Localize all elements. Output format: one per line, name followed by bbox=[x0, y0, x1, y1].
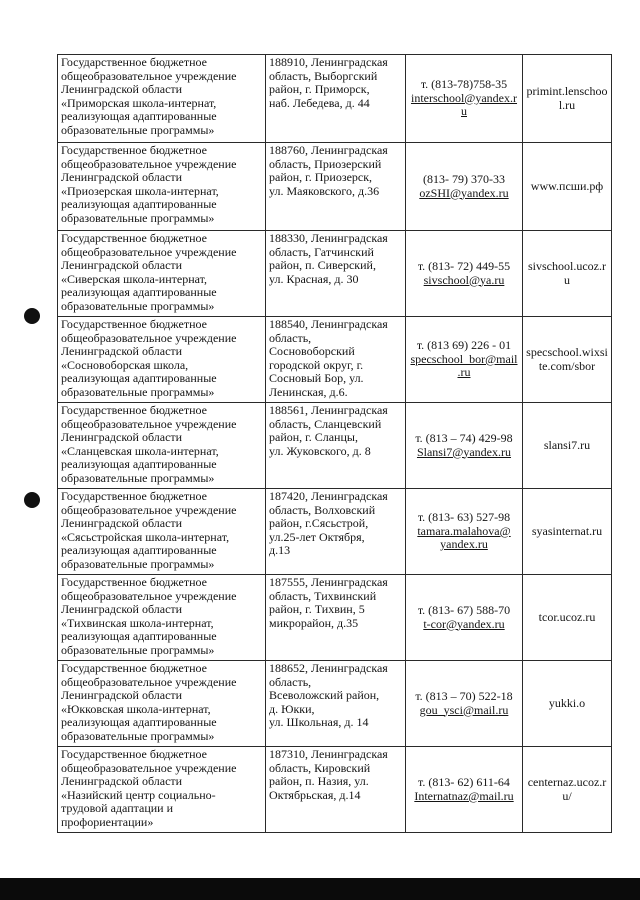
address-line: ул. Школьная, д. 14 bbox=[269, 715, 369, 729]
email-link[interactable]: tamara.malahova@ yandex.ru bbox=[417, 523, 511, 552]
org-name-cell bbox=[58, 489, 266, 575]
table-row bbox=[58, 143, 612, 231]
address-line: область, Сланцевский bbox=[269, 416, 382, 431]
address-line: Сосновый Бор, ул. bbox=[269, 371, 364, 385]
website-link[interactable]: www.псши.рф bbox=[530, 178, 604, 193]
email-link[interactable]: gou_ysci@mail.ru bbox=[419, 702, 509, 717]
org-name-line: Государственное бюджетное bbox=[61, 231, 207, 245]
org-name-line: профориентации» bbox=[61, 814, 154, 829]
address-cell bbox=[266, 575, 406, 661]
address-cell bbox=[266, 317, 406, 403]
address-line: ул. Маяковского, д.36 bbox=[269, 183, 380, 198]
address-line: 188561, Ленинградская bbox=[269, 403, 388, 417]
address-line: 187420, Ленинградская bbox=[269, 489, 388, 503]
address-line: городской округ, г. bbox=[269, 357, 364, 372]
address-line: область, bbox=[269, 330, 312, 345]
org-name-line: «Приозерская школа-интернат, bbox=[61, 183, 219, 198]
org-name-cell bbox=[58, 575, 266, 661]
table-row bbox=[58, 575, 612, 661]
org-name-cell bbox=[58, 231, 266, 317]
org-name-line: Государственное бюджетное bbox=[61, 661, 207, 675]
org-name-line: Ленинградской области bbox=[61, 344, 183, 358]
contact-cell bbox=[406, 143, 523, 231]
address-line: район, п. Сиверский, bbox=[269, 258, 376, 272]
org-name-cell bbox=[58, 747, 266, 833]
contact-cell bbox=[406, 231, 523, 317]
org-name-line: «Назийский центр социально- bbox=[61, 787, 216, 802]
contact-cell bbox=[406, 403, 523, 489]
website-cell bbox=[523, 661, 612, 747]
org-name-line: реализующая адаптированные bbox=[61, 285, 217, 299]
org-name-line: «Сиверская школа-интернат, bbox=[61, 271, 207, 286]
org-name-line: трудовой адаптации и bbox=[61, 801, 174, 815]
org-name-line: реализующая адаптированные bbox=[61, 197, 217, 211]
address-line: Ленинская, д.6. bbox=[269, 384, 348, 399]
address-line: Всеволожский район, bbox=[269, 688, 380, 702]
address-line: ул. Красная, д. 30 bbox=[269, 271, 359, 286]
org-name-line: Государственное бюджетное bbox=[61, 317, 207, 331]
email-link[interactable]: Internatnaz@mail.ru bbox=[414, 788, 514, 803]
phone-number: т. (813- 72) 449-55 bbox=[417, 259, 511, 273]
address-line: Сосновоборский bbox=[269, 344, 355, 358]
org-name-line: «Тихвинская школа-интернат, bbox=[61, 615, 214, 630]
org-name-line: общеобразовательное учреждение bbox=[61, 502, 237, 517]
org-name-line: образовательные программы» bbox=[61, 556, 215, 571]
org-name-line: Ленинградской области bbox=[61, 430, 183, 444]
org-name-line: Государственное бюджетное bbox=[61, 55, 207, 69]
org-name-line: Ленинградской области bbox=[61, 170, 183, 184]
contact-cell bbox=[406, 575, 523, 661]
phone-number: (813- 79) 370-33 bbox=[423, 172, 505, 186]
address-line: область, Выборгский bbox=[269, 68, 378, 83]
org-name-line: Государственное бюджетное bbox=[61, 489, 207, 503]
website-cell bbox=[523, 575, 612, 661]
website-cell bbox=[523, 747, 612, 833]
org-name-line: образовательные программы» bbox=[61, 210, 215, 225]
org-name-line: образовательные программы» bbox=[61, 298, 215, 313]
website-link[interactable]: syasinternat.ru bbox=[531, 523, 603, 538]
org-name-line: реализующая адаптированные bbox=[61, 715, 217, 729]
org-name-line: общеобразовательное учреждение bbox=[61, 68, 237, 83]
org-name-line: общеобразовательное учреждение bbox=[61, 674, 237, 689]
address-line: 187555, Ленинградская bbox=[269, 575, 388, 589]
website-cell bbox=[523, 317, 612, 403]
contact-cell bbox=[406, 661, 523, 747]
org-name-line: реализующая адаптированные bbox=[61, 371, 217, 385]
org-name-line: Государственное бюджетное bbox=[61, 575, 207, 589]
address-line: микрорайон, д.35 bbox=[269, 615, 359, 630]
org-name-line: «Приморская школа-интернат, bbox=[61, 95, 217, 110]
org-name-line: общеобразовательное учреждение bbox=[61, 588, 237, 603]
website-cell bbox=[523, 403, 612, 489]
address-line: район, г. Приморск, bbox=[269, 82, 370, 96]
website-link[interactable]: centernaz.ucoz.ru/ bbox=[527, 775, 607, 803]
address-line: область, bbox=[269, 674, 312, 689]
org-name-line: Ленинградской области bbox=[61, 258, 183, 272]
org-name-line: «Сясьстройская школа-интернат, bbox=[61, 529, 230, 544]
address-line: 188540, Ленинградская bbox=[269, 317, 388, 331]
website-link[interactable]: sivschool.ucoz.ru bbox=[528, 259, 606, 287]
table-row bbox=[58, 661, 612, 747]
org-name-cell bbox=[58, 403, 266, 489]
website-cell bbox=[523, 231, 612, 317]
org-name-line: реализующая адаптированные bbox=[61, 629, 217, 643]
phone-number: т. (813 69) 226 - 01 bbox=[416, 338, 512, 353]
email-link[interactable]: specschool_bor@mail.ru bbox=[410, 351, 518, 380]
address-line: район, г. Приозерск, bbox=[269, 170, 373, 184]
address-line: район, г. Сланцы, bbox=[269, 430, 358, 444]
org-name-line: Государственное бюджетное bbox=[61, 143, 207, 157]
address-cell bbox=[266, 55, 406, 143]
org-name-line: Государственное бюджетное bbox=[61, 403, 207, 417]
contact-cell bbox=[406, 317, 523, 403]
address-cell bbox=[266, 143, 406, 231]
website-link[interactable]: slansi7.ru bbox=[543, 437, 591, 452]
address-line: д. Юкки, bbox=[269, 701, 315, 716]
phone-number: т. (813- 62) 611-64 bbox=[418, 775, 510, 789]
address-line: наб. Лебедева, д. 44 bbox=[269, 95, 370, 110]
table-row bbox=[58, 489, 612, 575]
table-body bbox=[58, 55, 612, 833]
address-line: район, г. Тихвин, 5 bbox=[269, 602, 365, 616]
address-line: 188760, Ленинградская bbox=[269, 143, 388, 157]
org-name-line: образовательные программы» bbox=[61, 642, 215, 657]
address-line: район, п. Назия, ул. bbox=[269, 774, 369, 788]
email-link[interactable]: t-cor@yandex.ru bbox=[423, 616, 505, 631]
address-line: 188910, Ленинградская bbox=[269, 55, 388, 69]
scan-edge-bar bbox=[0, 878, 640, 900]
address-line: область, Кировский bbox=[269, 760, 371, 775]
org-name-line: реализующая адаптированные bbox=[61, 457, 217, 471]
address-line: 187310, Ленинградская bbox=[269, 747, 388, 761]
email-link[interactable]: ozSHI@yandex.ru bbox=[419, 185, 509, 200]
institutions-table bbox=[57, 54, 612, 833]
punch-hole-bottom bbox=[24, 492, 40, 508]
website-link[interactable]: specschool.wixsite.com/sbor bbox=[526, 345, 608, 373]
contact-cell bbox=[406, 489, 523, 575]
phone-number: т. (813-78)758-35 bbox=[420, 77, 508, 92]
address-cell bbox=[266, 661, 406, 747]
address-line: область, Тихвинский bbox=[269, 588, 377, 603]
contact-cell bbox=[406, 55, 523, 143]
table-row bbox=[58, 317, 612, 403]
table-row bbox=[58, 55, 612, 143]
address-line: область, Приозерский bbox=[269, 156, 382, 171]
phone-number: т. (813 – 70) 522-18 bbox=[415, 689, 513, 703]
org-name-line: Ленинградской области bbox=[61, 516, 183, 530]
org-name-line: общеобразовательное учреждение bbox=[61, 244, 237, 259]
org-name-line: общеобразовательное учреждение bbox=[61, 416, 237, 431]
org-name-line: реализующая адаптированные bbox=[61, 543, 217, 557]
org-name-cell bbox=[58, 143, 266, 231]
address-line: Октябрьская, д.14 bbox=[269, 787, 361, 802]
org-name-line: общеобразовательное учреждение bbox=[61, 760, 237, 775]
address-cell bbox=[266, 231, 406, 317]
address-line: 188330, Ленинградская bbox=[269, 231, 388, 245]
table-row bbox=[58, 231, 612, 317]
address-line: ул. Жуковского, д. 8 bbox=[269, 443, 371, 458]
contact-cell bbox=[406, 747, 523, 833]
address-line: район, г.Сясьстрой, bbox=[269, 516, 369, 530]
address-cell bbox=[266, 747, 406, 833]
address-line: 188652, Ленинградская bbox=[269, 661, 388, 675]
table-row bbox=[58, 403, 612, 489]
website-link[interactable]: primint.lenschool.ru bbox=[526, 84, 608, 112]
website-cell bbox=[523, 55, 612, 143]
email-link[interactable]: interschool@yandex.ru bbox=[410, 90, 518, 119]
phone-number: т. (813- 63) 527-98 bbox=[417, 510, 511, 525]
org-name-line: общеобразовательное учреждение bbox=[61, 156, 237, 171]
org-name-line: образовательные программы» bbox=[61, 728, 215, 743]
website-cell bbox=[523, 143, 612, 231]
org-name-line: образовательные программы» bbox=[61, 122, 215, 137]
address-cell bbox=[266, 403, 406, 489]
org-name-line: образовательные программы» bbox=[61, 470, 215, 485]
org-name-cell bbox=[58, 55, 266, 143]
website-link[interactable]: yukki.o bbox=[548, 695, 586, 710]
email-link[interactable]: sivschool@ya.ru bbox=[423, 272, 505, 287]
org-name-line: общеобразовательное учреждение bbox=[61, 330, 237, 345]
org-name-line: «Юкковская школа-интернат, bbox=[61, 701, 211, 716]
address-line: д.13 bbox=[269, 543, 291, 557]
phone-number: т. (813- 67) 588-70 bbox=[417, 603, 511, 617]
address-line: область, Гатчинский bbox=[269, 244, 374, 259]
punch-hole-top bbox=[24, 308, 40, 324]
org-name-line: Ленинградской области bbox=[61, 774, 183, 788]
org-name-line: образовательные программы» bbox=[61, 384, 215, 399]
org-name-line: Ленинградской области bbox=[61, 82, 183, 96]
org-name-line: реализующая адаптированные bbox=[61, 109, 217, 123]
phone-number: т. (813 – 74) 429-98 bbox=[415, 431, 513, 445]
org-name-line: Государственное бюджетное bbox=[61, 747, 207, 761]
org-name-line: Ленинградской области bbox=[61, 688, 183, 702]
org-name-line: «Сланцевская школа-интернат, bbox=[61, 443, 219, 458]
org-name-cell bbox=[58, 661, 266, 747]
org-name-cell bbox=[58, 317, 266, 403]
org-name-line: Ленинградской области bbox=[61, 602, 183, 616]
org-name-line: «Сосновоборская школа, bbox=[61, 357, 189, 372]
email-link[interactable]: Slansi7@yandex.ru bbox=[416, 444, 512, 459]
address-line: область, Волховский bbox=[269, 502, 376, 517]
table-row bbox=[58, 747, 612, 833]
website-cell bbox=[523, 489, 612, 575]
website-link[interactable]: tcor.ucoz.ru bbox=[538, 609, 596, 624]
address-line: ул.25-лет Октября, bbox=[269, 529, 365, 544]
address-cell bbox=[266, 489, 406, 575]
